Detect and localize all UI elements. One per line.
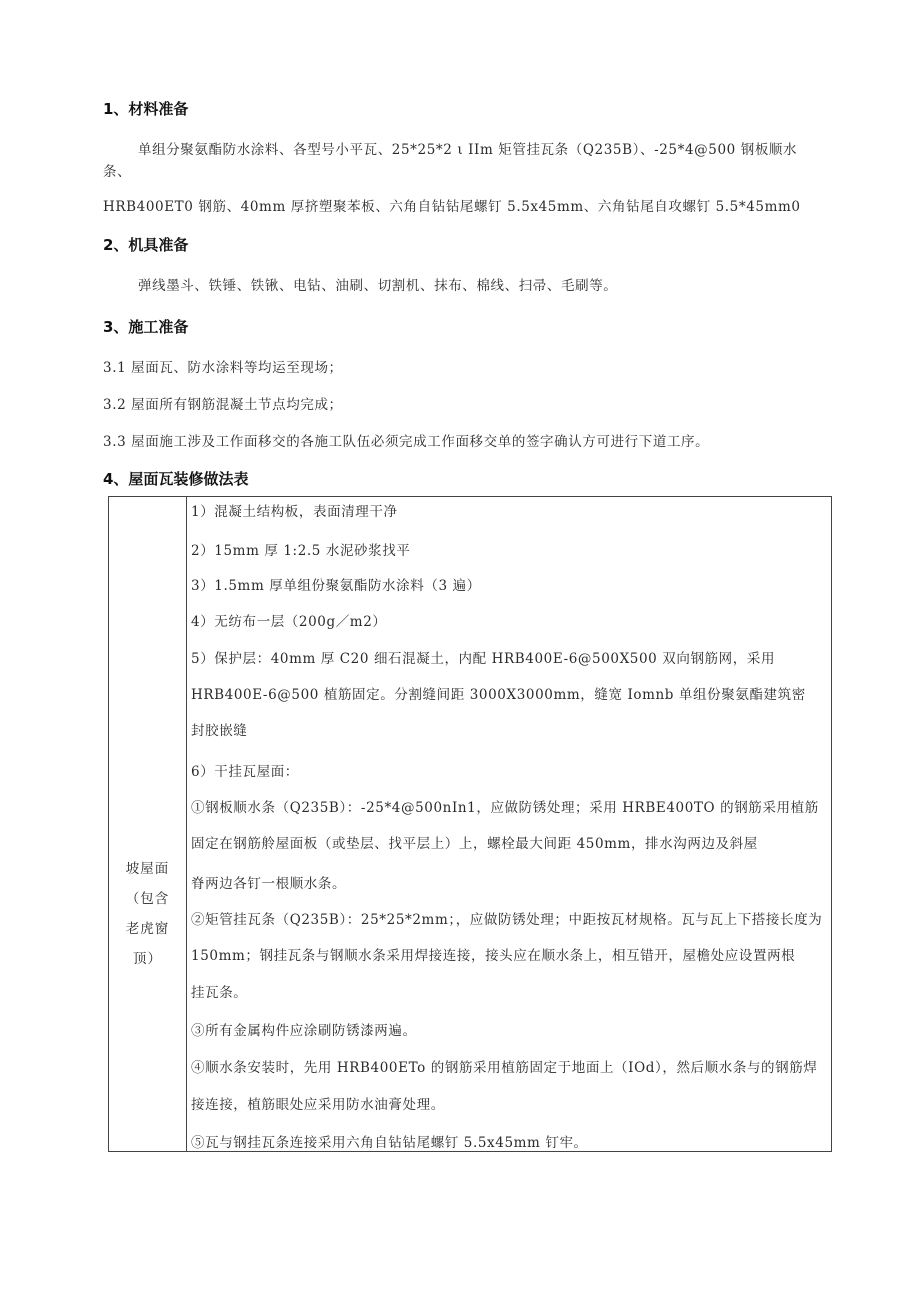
- table-left-cell: [109, 497, 187, 1152]
- method-line: ④顺水条安装时，先用 HRB400ETo 的钢筋采用植筋固定于地面上（IOd），然后顺水条与的钢筋焊: [191, 1060, 818, 1076]
- prep-item: 3.1 屋面瓦、防水涂料等均运至现场；: [103, 360, 343, 376]
- left-cell-line: 顶）: [133, 951, 162, 967]
- prep-item: 3.2 屋面所有钢筋混凝土节点均完成；: [103, 397, 343, 413]
- method-line: ⑤瓦与钢挂瓦条连接采用六角自钻钻尾螺钉 5.5x45mm 钉牢。: [191, 1135, 588, 1151]
- method-line: ①钢板顺水条（Q235B）：-25*4@500nIn1，应做防锈处理；采用 HRBE400TO 的钢筋采用植筋: [191, 800, 819, 816]
- prep-item: 3.3 屋面施工涉及工作面移交的各施工队伍必须完成工作面移交单的签字确认方可进行下道工序。: [103, 434, 710, 450]
- method-line: 150mm；钢挂瓦条与钢顺水条采用焊接连接，接头应在顺水条上，相互错开，屋檐处应设置两根: [191, 948, 796, 964]
- method-line: HRB400E-6@500 植筋固定。分割缝间距 3000X3000mm，缝宽 Iomnb 单组份聚氨酯建筑密: [191, 687, 806, 703]
- table-right-cell: [187, 497, 832, 1152]
- method-line: 5）保护层：40mm 厚 C20 细石混凝土，内配 HRB400E-6@500X500 双向钢筋网，采用: [191, 651, 776, 667]
- method-line: 脊两边各钉一根顺水条。: [191, 876, 347, 892]
- section-title-roof-table: 4、屋面瓦装修做法表: [103, 470, 249, 488]
- method-line: 1）混凝土结构板，表面清理干净: [191, 504, 398, 520]
- roof-method-table: [108, 496, 832, 1152]
- materials-line: 条、: [103, 164, 132, 180]
- method-line: 6）干挂瓦屋面：: [191, 764, 299, 780]
- method-line: 3）1.5mm 厚单组份聚氨酯防水涂料（3 遍）: [191, 578, 481, 594]
- method-line: 接连接，植筋眼处应采用防水油膏处理。: [191, 1097, 445, 1113]
- method-line: ②矩管挂瓦条（Q235B）：25*25*2mm；，应做防锈处理；中距按瓦材规格。瓦与瓦上下搭接长度为: [191, 912, 823, 928]
- section-title-tools: 2、机具准备: [103, 236, 189, 254]
- method-line: 固定在钢筋舲屋面板（或垫层、找平层上）上，螺栓最大间距 450mm，排水沟两边及斜屋: [191, 836, 758, 852]
- left-cell-line: 坡屋面: [125, 861, 170, 877]
- tools-line: 弹线墨斗、铁锤、铁锹、电钻、油刷、切割机、抹布、棉线、扫帚、毛刷等。: [138, 278, 618, 294]
- method-line: ③所有金属构件应涂刷防锈漆两遍。: [191, 1023, 417, 1039]
- left-cell-line: 老虎窗: [125, 921, 170, 937]
- section-title-prep: 3、施工准备: [103, 318, 189, 336]
- method-line: 2）15mm 厚 1:2.5 水泥砂浆找平: [191, 543, 411, 559]
- materials-line: HRB400ET0 钢筋、40mm 厚挤塑聚苯板、六角自钻钻尾螺钉 5.5x45mm、六角钻尾自攻螺钉 5.5*45mm0: [103, 199, 801, 215]
- table-row: [109, 497, 832, 1152]
- materials-line: 单组分聚氨酯防水涂料、各型号小平瓦、25*25*2 ι IIm 矩管挂瓦条（Q235B）、-25*4@500 钢板顺水: [138, 142, 798, 158]
- method-line: 挂瓦条。: [191, 985, 248, 1001]
- left-cell-line: （包含: [125, 891, 170, 907]
- method-line: 封胶嵌缝: [191, 723, 248, 739]
- section-title-materials: 1、材料准备: [103, 100, 189, 118]
- method-line: 4）无纺布一层（200g／m2）: [191, 614, 387, 630]
